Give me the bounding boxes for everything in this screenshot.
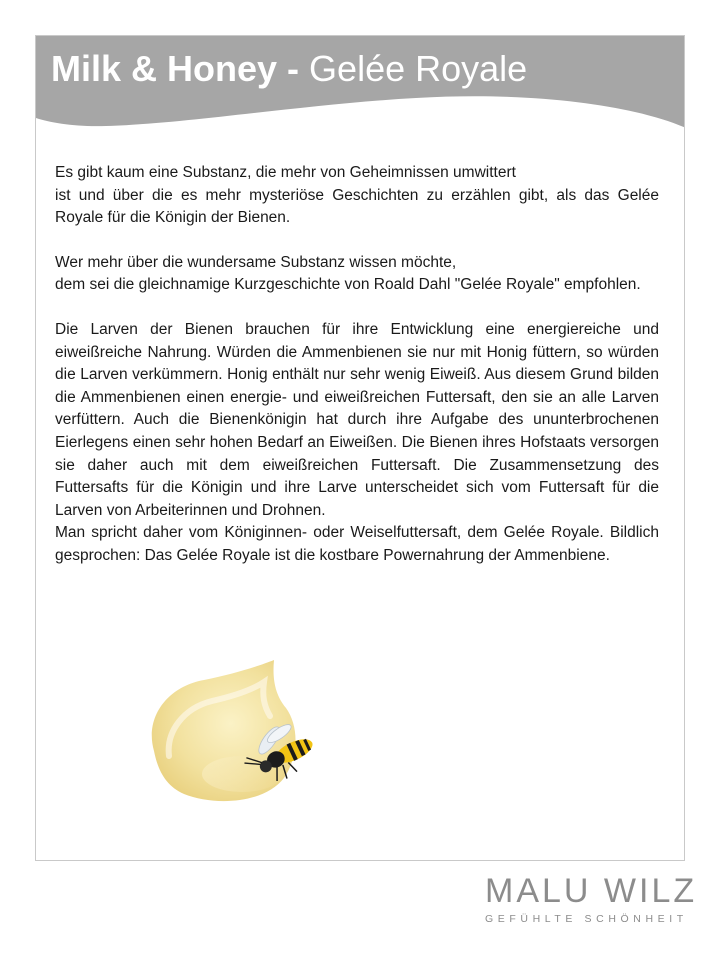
paragraph-2-rest: dem sei die gleichnamige Kurzgeschichte von Roald Dahl "Gelée Royale" empfohlen. [55,276,641,294]
title-bold-part: Milk & Honey - [51,48,300,89]
header-band [36,36,685,146]
paragraph-2 [55,252,659,297]
page-title [51,44,527,94]
honey-drop-with-bee-image [124,656,354,806]
paragraph-1-line-1: Es gibt kaum eine Substanz, die mehr von Geheimnissen umwittert [55,164,516,181]
article-body [55,162,659,568]
brand-logo [485,872,698,932]
paragraph-1 [55,162,659,230]
honey-drop-with-bee-icon [124,656,354,806]
brand-tagline: GEFÜHLTE SCHÖNHEIT [485,913,688,925]
paragraph-4: Man spricht daher vom Königinnen- oder Weiselfuttersaft, dem Gelée Royale. Bildlich gesprochen: Das Gelée Royale ist die kostbare Powernahrung der Ammenbiene. [55,524,659,564]
paragraph-2-line-1: Wer mehr über die wundersame Substanz wissen möchte, [55,253,457,271]
paragraph-3: Die Larven der Bienen brauchen für ihre Entwicklung eine energiereiche und eiweißreiche Nahrung. Würden die Ammenbienen sie nur mit Honig füttern, so würden die Larven verkümmern. Honig enthält nur sehr wenig Eiweiß. Aus diesem Grund bilden die Ammenbienen einen energie- und eiweißreichen Futtersaft, den sie an alle Larven verfüttern. Auch die Bienenkönigin hat durch ihre Aufgabe des ununterbrochenen Eierlegens einen sehr hohen Bedarf an Eiweißen. Die Bienen ihres Hofstaats versorgen sie daher auch mit dem eiweißreichen Futtersaft. Die Zusammensetzung des Futtersafts für die Königin und ihre Larve unterscheidet sich vom Futtersaft für die Larven von Arbeiterinnen und Drohnen. [55,320,659,519]
brand-name: MALU WILZ [485,872,698,910]
title-regular-part: Gelée Royale [309,48,528,89]
paragraph-1-rest: ist und über die es mehr mysteriöse Geschichten zu erzählen gibt, als das Gelée Royale für die Königin der Bienen. [55,186,659,227]
page-frame [35,35,685,861]
